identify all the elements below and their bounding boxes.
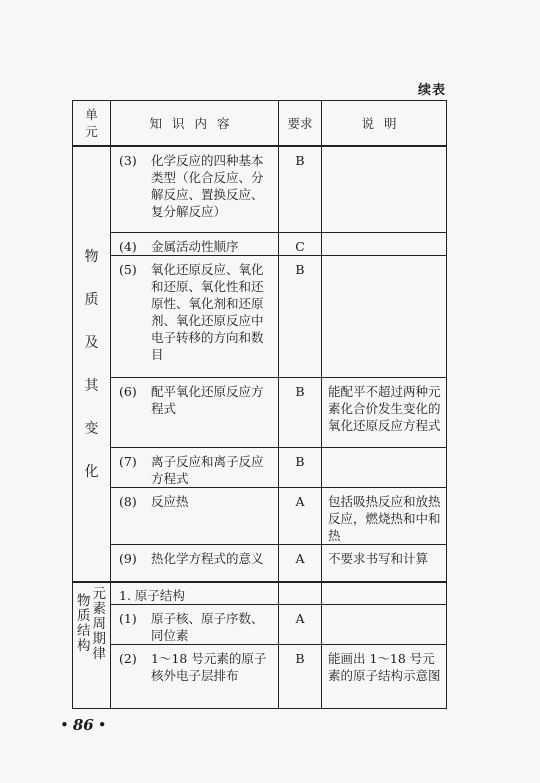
unit-cell-matter-and-change [73, 146, 111, 582]
item-text: 配平氧化还原反应方程式 [151, 383, 264, 416]
knowledge-table [72, 100, 447, 709]
unit-column [93, 587, 107, 662]
note-cell [322, 605, 447, 645]
note-cell [322, 447, 447, 487]
requirement-cell: A [279, 544, 322, 582]
content-cell [111, 487, 279, 544]
unit-char: 变 [84, 420, 99, 437]
table-row [73, 255, 447, 377]
item-text: 热化学方程式的意义 [151, 550, 264, 566]
content-cell [111, 377, 279, 447]
note-cell: 能配平不超过两种元素化合价发生变化的氧化还原反应方程式 [322, 377, 447, 447]
content-cell [111, 255, 279, 377]
requirement-cell: C [279, 232, 322, 255]
table-row [73, 605, 447, 645]
note-cell [322, 255, 447, 377]
content-cell [111, 146, 279, 232]
item-text: 氧化还原反应、氧化和还原、氧化性和还原性、氧化剂和还原剂、氧化还原反应中电子转移的方向和数目 [151, 261, 264, 362]
table-row [73, 447, 447, 487]
page-number: • 86 • [60, 716, 107, 734]
item-number: (1) [119, 611, 137, 626]
requirement-cell: B [279, 377, 322, 447]
note-cell [322, 146, 447, 232]
item-text: 离子反应和离子反应方程式 [151, 453, 264, 486]
item-number: (5) [119, 261, 137, 277]
unit-char: 构 [77, 638, 91, 654]
unit-char: 物 [77, 593, 91, 609]
unit-char: 周 [92, 616, 106, 632]
item-number: (9) [119, 550, 137, 566]
item-text: 反应热 [151, 493, 189, 509]
unit-char: 质 [77, 608, 91, 624]
table-row [73, 487, 447, 544]
unit-char: 元 [92, 586, 106, 602]
requirement-cell: A [279, 487, 322, 544]
note-cell: 包括吸热反应和放热反应，燃烧热和中和热 [322, 487, 447, 544]
requirement-cell: B [279, 447, 322, 487]
item-number: (2) [119, 651, 137, 666]
unit-char: 素 [92, 601, 106, 617]
table-row [73, 582, 447, 605]
page-number-value: 86 [72, 716, 94, 734]
header-unit-char: 单 [85, 107, 98, 122]
table-row [73, 377, 447, 447]
unit-char: 及 [84, 334, 99, 351]
content-cell [111, 582, 279, 605]
header-unit-char: 元 [85, 124, 98, 139]
requirement-cell: A [279, 605, 322, 645]
unit-char: 结 [77, 623, 91, 639]
continued-table-label: 续表 [418, 83, 447, 98]
item-text: 化学反应的四种基本类型（化合反应、分解反应、置换反应、复分解反应） [151, 153, 264, 219]
item-text: 金属活动性顺序 [151, 238, 239, 254]
header-content: 知识内容 [111, 101, 279, 147]
unit-char: 其 [84, 377, 99, 394]
note-cell [322, 582, 447, 605]
requirement-cell: B [279, 255, 322, 377]
content-cell [111, 645, 279, 709]
header-unit [73, 101, 111, 147]
item-number: (4) [119, 238, 137, 254]
unit-char: 质 [84, 291, 99, 308]
unit-char: 期 [92, 631, 106, 647]
note-cell: 不要求书写和计算 [322, 544, 447, 582]
table-row [73, 232, 447, 255]
requirement-cell: B [279, 146, 322, 232]
content-cell [111, 447, 279, 487]
table-row [73, 544, 447, 582]
item-text: 1～18 号元素的原子核外电子层排布 [151, 651, 267, 683]
item-number: (6) [119, 383, 137, 399]
item-number: (7) [119, 453, 137, 469]
content-cell [111, 544, 279, 582]
unit-cell-periodic-law [73, 582, 111, 709]
unit-char: 物 [84, 248, 99, 265]
unit-char: 化 [84, 463, 99, 480]
unit-column [77, 587, 91, 662]
table-row [73, 146, 447, 232]
header-requirement: 要求 [279, 101, 322, 147]
header-explanation: 说明 [322, 101, 447, 147]
subheading-atomic-structure: 1. 原子结构 [119, 588, 185, 603]
unit-char: 律 [92, 646, 106, 662]
note-cell: 能画出 1～18 号元素的原子结构示意图 [322, 645, 447, 709]
note-cell [322, 232, 447, 255]
content-cell [111, 605, 279, 645]
item-number: (3) [119, 153, 137, 168]
table-row [73, 645, 447, 709]
item-number: (8) [119, 493, 137, 509]
table-header-row [73, 101, 447, 147]
requirement-cell: B [279, 645, 322, 709]
content-cell [111, 232, 279, 255]
item-text: 原子核、原子序数、同位素 [151, 611, 264, 643]
requirement-cell [279, 582, 322, 605]
